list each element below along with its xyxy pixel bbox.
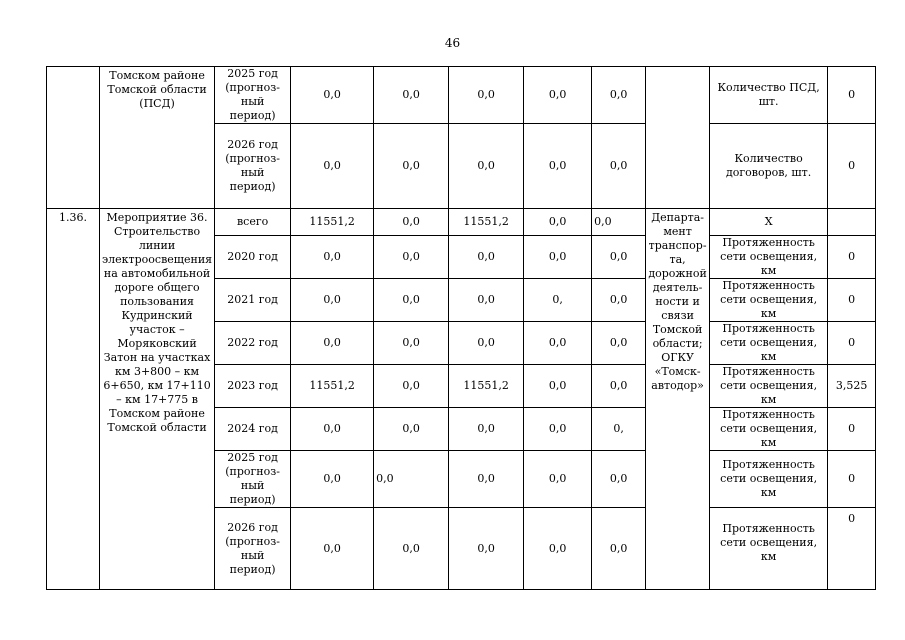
- value-cell: 0,0: [291, 236, 374, 279]
- value-cell: 0,0: [592, 67, 646, 124]
- value-cell: 0,0: [592, 279, 646, 322]
- value-cell: 11551,2: [291, 365, 374, 408]
- period-cell: 2025 год (прогноз-ный период): [215, 451, 291, 508]
- value-cell: 0,: [592, 408, 646, 451]
- table-row: [47, 209, 876, 236]
- value-cell: 0,0: [449, 322, 524, 365]
- value-cell: 11551,2: [449, 209, 524, 236]
- value-cell: 0,0: [524, 209, 592, 236]
- indicator-cell: Протяженность сети освещения, км: [710, 408, 828, 451]
- measure-name-cell: Мероприятие 36. Строительство линии электроосвещения на автомобильной дороге общего пользования Кудринский участок – Моряковский Затон на участках км 3+800 – км 6+650, км 17+110 – км 17+775 в Томском районе Томской области: [100, 209, 215, 590]
- indicator-cell: Количество договоров, шт.: [710, 124, 828, 209]
- value-cell: 0,: [524, 279, 592, 322]
- value-cell: 0,0: [374, 408, 449, 451]
- indicator-value-cell: 3,525: [828, 365, 876, 408]
- value-cell: 0,0: [291, 508, 374, 590]
- executor-cell: [646, 67, 710, 209]
- value-cell: 0,0: [374, 322, 449, 365]
- value-cell: 0,0: [374, 236, 449, 279]
- value-cell: 0,0: [449, 279, 524, 322]
- value-cell: 0,0: [592, 508, 646, 590]
- value-cell: 0,0: [374, 451, 449, 508]
- value-cell: 0,0: [592, 124, 646, 209]
- row-number-cell: 1.36.: [47, 209, 100, 590]
- executor-cell: Департа-мент транспор-та, дорожной деятель-ности и связи Томской области; ОГКУ «Томск-автодор»: [646, 209, 710, 590]
- indicator-value-cell: 0: [828, 67, 876, 124]
- value-cell: 0,0: [449, 508, 524, 590]
- value-cell: 0,0: [374, 124, 449, 209]
- indicator-cell: Протяженность сети освещения, км: [710, 365, 828, 408]
- value-cell: 11551,2: [449, 365, 524, 408]
- value-cell: 0,0: [449, 236, 524, 279]
- value-cell: 0,0: [524, 322, 592, 365]
- row-number-cell: [47, 67, 100, 209]
- value-cell: 0,0: [291, 67, 374, 124]
- period-cell: 2026 год (прогноз-ный период): [215, 508, 291, 590]
- indicator-value-cell: [828, 209, 876, 236]
- value-cell: 0,0: [374, 279, 449, 322]
- value-cell: 0,0: [449, 124, 524, 209]
- period-cell: всего: [215, 209, 291, 236]
- indicator-cell: Протяженность сети освещения, км: [710, 451, 828, 508]
- indicator-value-cell: 0: [828, 508, 876, 590]
- measure-name-cell: Томском районе Томской области (ПСД): [100, 67, 215, 209]
- value-cell: 0,0: [524, 365, 592, 408]
- indicator-cell: Протяженность сети освещения, км: [710, 322, 828, 365]
- indicator-value-cell: 0: [828, 322, 876, 365]
- indicator-cell: Протяженность сети освещения, км: [710, 236, 828, 279]
- period-cell: 2021 год: [215, 279, 291, 322]
- value-cell: 0,0: [592, 209, 646, 236]
- value-cell: 0,0: [291, 451, 374, 508]
- value-cell: 0,0: [524, 67, 592, 124]
- indicator-cell: Протяженность сети освещения, км: [710, 508, 828, 590]
- period-cell: 2025 год (прогноз-ный период): [215, 67, 291, 124]
- value-cell: 0,0: [374, 508, 449, 590]
- table-row: [47, 67, 876, 124]
- value-cell: 11551,2: [291, 209, 374, 236]
- value-cell: 0,0: [524, 451, 592, 508]
- period-cell: 2023 год: [215, 365, 291, 408]
- value-cell: 0,0: [524, 124, 592, 209]
- indicator-value-cell: 0: [828, 124, 876, 209]
- value-cell: 0,0: [291, 408, 374, 451]
- indicator-cell: Х: [710, 209, 828, 236]
- indicator-value-cell: 0: [828, 279, 876, 322]
- indicator-value-cell: 0: [828, 451, 876, 508]
- value-cell: 0,0: [449, 67, 524, 124]
- value-cell: 0,0: [291, 322, 374, 365]
- value-cell: 0,0: [524, 236, 592, 279]
- indicator-value-cell: 0: [828, 236, 876, 279]
- period-cell: 2020 год: [215, 236, 291, 279]
- value-cell: 0,0: [592, 365, 646, 408]
- value-cell: 0,0: [449, 451, 524, 508]
- value-cell: 0,0: [592, 451, 646, 508]
- program-table: [46, 66, 876, 590]
- value-cell: 0,0: [374, 365, 449, 408]
- value-cell: 0,0: [592, 322, 646, 365]
- value-cell: 0,0: [524, 508, 592, 590]
- value-cell: 0,0: [374, 209, 449, 236]
- indicator-cell: Количество ПСД, шт.: [710, 67, 828, 124]
- value-cell: 0,0: [449, 408, 524, 451]
- value-cell: 0,0: [374, 67, 449, 124]
- value-cell: 0,0: [291, 124, 374, 209]
- period-cell: 2022 год: [215, 322, 291, 365]
- page-number: 46: [444, 36, 461, 50]
- indicator-cell: Протяженность сети освещения, км: [710, 279, 828, 322]
- indicator-value-cell: 0: [828, 408, 876, 451]
- value-cell: 0,0: [524, 408, 592, 451]
- period-cell: 2024 год: [215, 408, 291, 451]
- value-cell: 0,0: [291, 279, 374, 322]
- value-cell: 0,0: [592, 236, 646, 279]
- period-cell: 2026 год (прогноз-ный период): [215, 124, 291, 209]
